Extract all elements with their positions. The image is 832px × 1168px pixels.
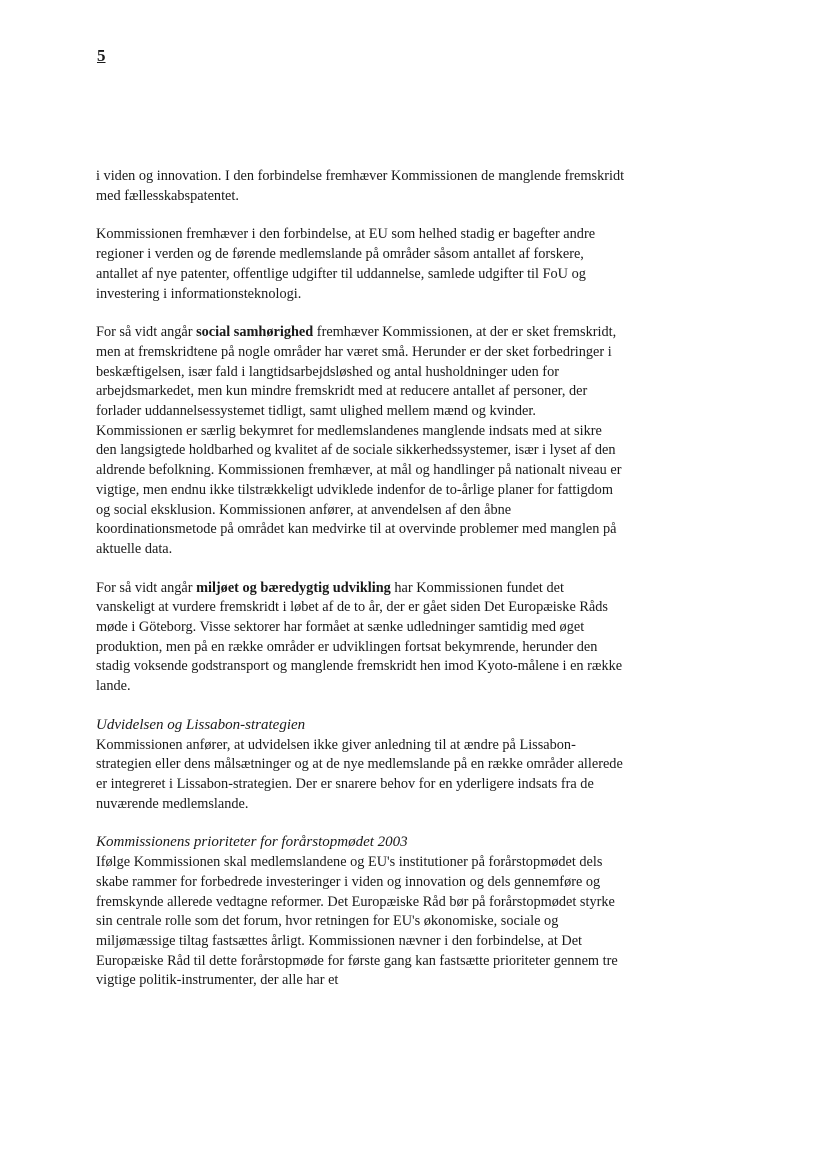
page-number: 5: [97, 46, 106, 65]
paragraph-3-lead: For så vidt angår: [96, 324, 197, 341]
paragraph-3-body: fremhæver Kommissionen, at der er sket fremskridt, men at fremskridtene på nogle områder har været små. Herunder er der sket forbedringer i beskæftigelsen, især fald i langtidsarbejdsløshed og antal husholdninger uden for arbejdsmarkedet, men kun mindre fremskridt med at reducere antallet af personer, der forlader uddannelsessystemet tidligt, samt ulighed mellem mænd og kvinder. Kommissionen er særlig bekymret for medlemslandenes manglende indsats med at sikre den langsigtede holdbarhed og kvalitet af de sociale sikkerhedssystemer, især i lyset af den aldrende befolkning. Kommissionen fremhæver, at mål og handlinger på nationalt niveau er vigtige, men endnu ikke tilstrækkeligt udviklede indenfor de to-årlige planer for fattigdom og social eksklusion. Kommissionen anfører, at anvendelsen af den åbne koordinationsmetode på området kan medvirke til at overvinde problemer med manglen på aktuelle data.: [96, 324, 622, 557]
paragraph-4: [96, 579, 626, 697]
term-social-cohesion: social samhørighed: [196, 324, 314, 341]
paragraph-4-body: har Kommissionen fundet det vanskeligt at vurdere fremskridt i løbet af de to år, der er gået siden Det Europæiske Råds møde i Göteborg. Visse sektorer har formået at sænke udledninger samtidig med øget produktion, men på en række områder er udviklingen fortsat bekymrende, herunder den stadig voksende godstransport og manglende fremskridt hen imod Kyoto-målene i en række lande.: [96, 579, 623, 695]
paragraph-1: i viden og innovation. I den forbindelse fremhæver Kommissionen de manglende fremskridt med fællesskabspatentet.: [96, 168, 625, 204]
section-heading-enlargement: Udvidelsen og Lissabon-strategien: [96, 716, 306, 733]
paragraph-5: Kommissionen anfører, at udvidelsen ikke giver anledning til at ændre på Lissabon-strategien eller dens målsætninger og at de nye medlemslande på en række områder allerede er integreret i Lissabon-strategien. Der er snarere behov for en yderligere indsats fra de nuværende medlemslande.: [96, 736, 623, 812]
paragraph-6: Ifølge Kommissionen skal medlemslandene og EU's institutioner på forårstopmødet dels skabe rammer for forbedrede investeringer i viden og innovation og dels gennemføre og fremskynde allerede vedtagne reformer. Det Europæiske Råd bør på forårstopmødet styrke sin centrale rolle som det forum, hvor retningen for EU's økonomiske, sociale og miljømæssige tiltag fastsættes årligt. Kommissionen nævner i den forbindelse, at Det Europæiske Råd til dette forårstopmøde for første gang kan fastsætte prioriteter gennem tre vigtige politik-instrumenter, der alle har et: [96, 854, 618, 989]
paragraph-3: [96, 323, 626, 559]
term-environment: miljøet og bæredygtig udvikling: [196, 579, 391, 596]
paragraph-4-lead: For så vidt angår: [96, 579, 197, 596]
body-text: [96, 167, 626, 1010]
section-heading-priorities: Kommissionens prioriteter for forårstopmødet 2003: [96, 834, 408, 851]
paragraph-2: Kommissionen fremhæver i den forbindelse, at EU som helhed stadig er bagefter andre regioner i verden og de førende medlemslande på områder såsom antallet af forskere, antallet af nye patenter, offentlige udgifter til uddannelse, samlede udgifter til FoU og investering i informationsteknologi.: [96, 226, 596, 302]
